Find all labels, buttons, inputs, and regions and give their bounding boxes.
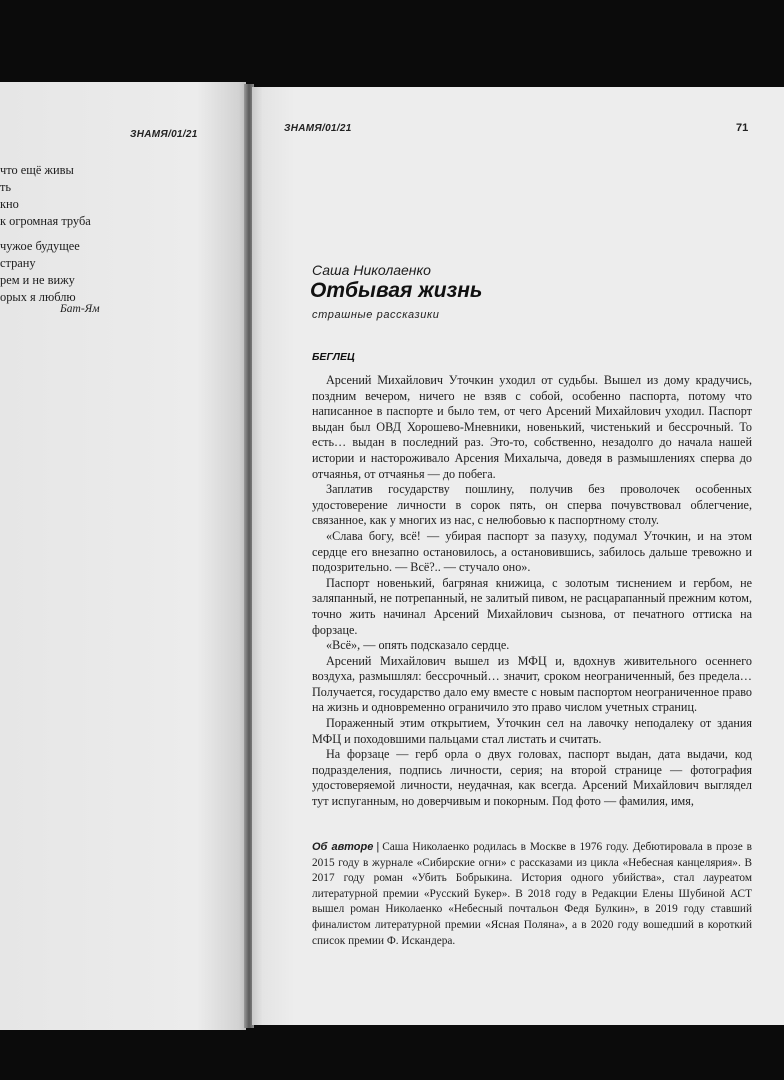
- about-text: Саша Николаенко родилась в Москве в 1976 году. Дебютировала в прозе в 2015 году в журнале «Сибирские огни» с рассказами из цикла «Небесная канцелярия». В 2017 году роман «Убить Бобрыкина. История одного убийства», стал лауреатом литературной премии «Русский Букер». В 2018 году в Редакции Елены Шубиной АСТ вышел роман Николаенко «Небесный почтальон Федя Булкин», в 2019 году ставший финалистом литературной премии «Ясная Поляна», а в 2020 году вошедший в короткий список премии Ф. Искандера.: [312, 841, 753, 947]
- poem-line: орых я люблю: [0, 290, 76, 304]
- story-title: Отбывая жизнь: [310, 279, 483, 302]
- poem-line: рем и не вижу: [0, 273, 75, 287]
- poem-line: ть: [0, 180, 12, 194]
- poem-line: чужое будущее: [0, 239, 80, 253]
- about-author: [312, 840, 752, 949]
- story-paragraph: «Слава богу, всё! — убирая паспорт за пазуху, подумал Уточкин, и на этом сердце его внезапно остановилось, а остановившись, забилось дальше тревожно и подозрительно. — Всё?.. — стучало оно».: [312, 528, 752, 575]
- story-subtitle: страшные рассказики: [312, 309, 440, 321]
- about-label: Об авторе: [312, 841, 374, 853]
- story-paragraph: На форзаце — герб орла о двух головах, паспорт выдан, дата выдачи, код подразделения, подпись личности, серия; на второй странице — фотография удостоверяемой личности, неудачная, как всегда. Арсений Михайлович выглядел тут испуганным, но доверчивым и покорным. Под фото — фамилия, имя,: [312, 747, 752, 809]
- story-paragraph: Паспорт новенький, багряная книжица, с золотым тиснением и гербом, не заляпанный, не потрепанный, не залитый пивом, не расцарапанный прежним котом, точно жить начинал Арсений Михайлович сызнова, от печатного оттиска на форзаце.: [312, 575, 752, 637]
- story-paragraph: «Всё», — опять подсказало сердце.: [326, 638, 510, 653]
- author-name: Саша Николаенко: [312, 262, 431, 278]
- left-running-head: ЗНАМЯ/01/21: [130, 129, 198, 140]
- story-body: [312, 373, 752, 810]
- story-paragraph: Арсений Михайлович Уточкин уходил от судьбы. Вышел из дому крадучись, поздним вечером, ничего не взяв с собой, особенно паспорта, потому что написанное в паспорте и было тем, от чего Арсений Михайлович уходил. Паспорт выдан был ОВД Хорошево-Мневники, новенький, чистенький и бессрочный. То есть… выдан в последний раз. Это-то, собственно, незадолго до начала нашей истории и настороживало Арсения Михалыча, доведя в размышлениях сперва до отчаянья, от отчаянья — до побега.: [312, 373, 752, 481]
- page-number: 71: [736, 122, 749, 134]
- section-title: БЕГЛЕЦ: [312, 351, 355, 363]
- story-paragraph: Пораженный этим открытием, Уточкин сел на лавочку неподалеку от здания МФЦ и походовшими пальцами стал листать и считать.: [312, 716, 752, 746]
- story-paragraph: Арсений Михайлович вышел из МФЦ и, вдохнув живительного осеннего воздуха, размышлял: бессрочный… значит, сроком неограниченный, без предела… Получается, государство дало ему вместе с новым паспортом неограниченное право на жизнь и одновременно ограничило это право числом учетных страниц.: [312, 653, 752, 715]
- left-page: [0, 82, 246, 1030]
- poem-fragment: [0, 162, 91, 306]
- story-paragraph: Заплатив государству пошлину, получив без проволочек особенных удостоверение личности в сорок пять, он сперва почувствовал облегчение, связанное, как у многих из нас, с нелюбовью к паспортному столу.: [312, 482, 752, 528]
- poem-line: к огромная труба: [0, 214, 91, 228]
- poem-place: Бат-Ям: [60, 303, 100, 315]
- about-separator: |: [376, 841, 380, 853]
- poem-line: что ещё живы: [0, 163, 74, 177]
- right-page: [252, 87, 784, 1025]
- right-running-head: ЗНАМЯ/01/21: [284, 123, 352, 134]
- poem-line: кно: [0, 197, 19, 211]
- poem-line: страну: [0, 256, 36, 270]
